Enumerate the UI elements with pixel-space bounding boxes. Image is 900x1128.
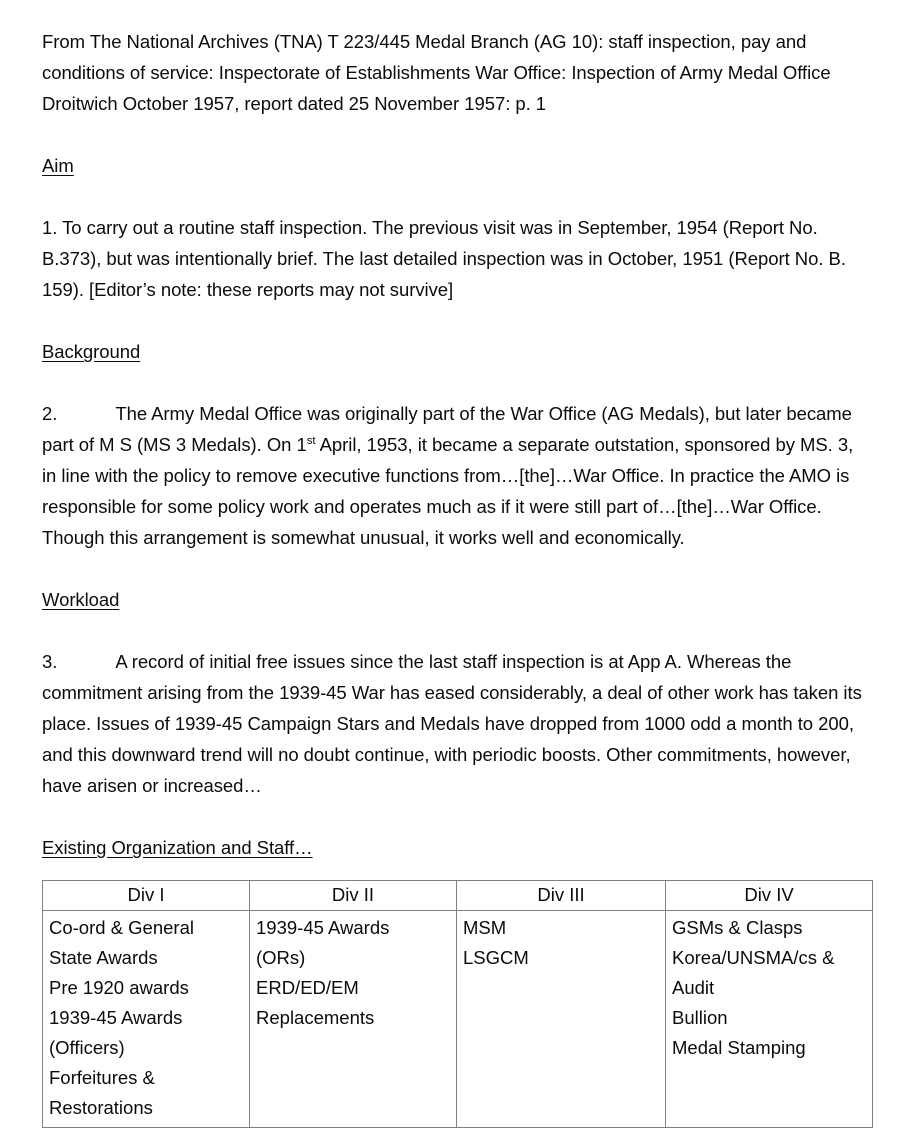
cell-line: ERD/ED/EM (256, 977, 359, 998)
cell-line: Restorations (49, 1097, 153, 1118)
section-heading-background (42, 336, 870, 367)
cell-line: Co-ord & General (49, 917, 194, 938)
paragraph-body-2-part2: April, 1953, it became a separate outstation, sponsored by MS. 3, in line with the policy to remove executive functions from…[the]…War Office. In practice the AMO is responsible for some policy work and operates much as if it were still part of…[the]…War Office. Though this arrangement is somewhat unusual, it works well and economically. (42, 434, 854, 548)
cell-line: 1939-45 Awards (256, 917, 390, 938)
cell-line: Forfeitures & (49, 1067, 155, 1088)
cell-line: LSGCM (463, 947, 529, 968)
table-cell-div-2 (250, 911, 457, 1128)
table-cell-div-4 (666, 911, 873, 1128)
cell-line: (ORs) (256, 947, 306, 968)
table-cell-div-1 (43, 911, 250, 1128)
source-note-line-1: From The National Archives (TNA) T 223/445 Medal Branch (AG 10): staff inspection, pay (42, 31, 771, 52)
cell-line: 1939-45 Awards (49, 1007, 183, 1028)
source-note-line-3: Medal Office Droitwich October 1957, report dated 25 November 1957: p. 1 (42, 62, 831, 114)
section-heading-organization (42, 832, 870, 863)
table-header-div-4: Div IV (666, 881, 873, 911)
cell-line: Audit (672, 977, 715, 998)
table-row (43, 911, 873, 1128)
table-cell-div-3 (457, 911, 666, 1128)
cell-line: MSM (463, 917, 507, 938)
paragraph-number-3: 3. (42, 651, 58, 672)
cell-line: GSMs & Clasps (672, 917, 803, 938)
paragraph-body-3: A record of initial free issues since the last staff inspection is at App A. Whereas the commitment arising from the 1939-45 War has eased considerably, a deal of other work has taken its place. Issues of 1939-45 Campaign Stars and Medals have dropped from 1000 odd a month to 200, and this downward trend will no doubt continue, with periodic boosts. Other commitments, however, have arisen or increased… (42, 651, 862, 796)
cell-line: Bullion (672, 1007, 728, 1028)
section-heading-workload (42, 584, 870, 615)
paragraph-workload (42, 646, 870, 801)
spacer (42, 367, 870, 398)
source-note (42, 26, 870, 119)
spacer (42, 119, 870, 150)
table-header-div-2: Div II (250, 881, 457, 911)
cell-line: Replacements (256, 1007, 375, 1028)
cell-line: Pre 1920 awards (49, 977, 189, 998)
ordinal-suffix-st: st (306, 434, 316, 447)
heading-label-workload: Workload (42, 589, 120, 610)
cell-line: State Awards (49, 947, 158, 968)
cell-line: Medal Stamping (672, 1037, 806, 1058)
spacer (42, 305, 870, 336)
paragraph-background (42, 398, 870, 553)
table-header-div-3: Div III (457, 881, 666, 911)
spacer (42, 615, 870, 646)
cell-line: (Officers) (49, 1037, 125, 1058)
division-table (42, 880, 873, 1128)
heading-label-organization: Existing Organization and Staff… (42, 837, 313, 858)
heading-label-aim: Aim (42, 155, 74, 176)
section-heading-aim (42, 150, 870, 181)
paragraph-number-2: 2. (42, 403, 58, 424)
table-header-row (43, 881, 873, 911)
paragraph-body-2-part1: The Army Medal Office was originally part of the War Office (AG Medals), but later became part of M S (MS 3 Medals). On 1 (42, 403, 852, 455)
spacer (42, 801, 870, 832)
heading-label-background: Background (42, 341, 141, 362)
spacer (42, 553, 870, 584)
paragraph-number-1: 1. (42, 217, 58, 238)
paragraph-body-1: To carry out a routine staff inspection. The previous visit was in September, 1954 (Report No. B.373), but was intentionally brief. The last detailed inspection was in October, 1951 (Report No. B. 159). [Editor’s note: these reports may not survive] (42, 217, 846, 300)
table-header-div-1: Div I (43, 881, 250, 911)
spacer (42, 181, 870, 212)
cell-line: Korea/UNSMA/cs & (672, 947, 835, 968)
paragraph-aim (42, 212, 870, 305)
source-note-line-2: and conditions of service: Inspectorate of Establishments War Office: Inspection of Army (42, 31, 807, 83)
